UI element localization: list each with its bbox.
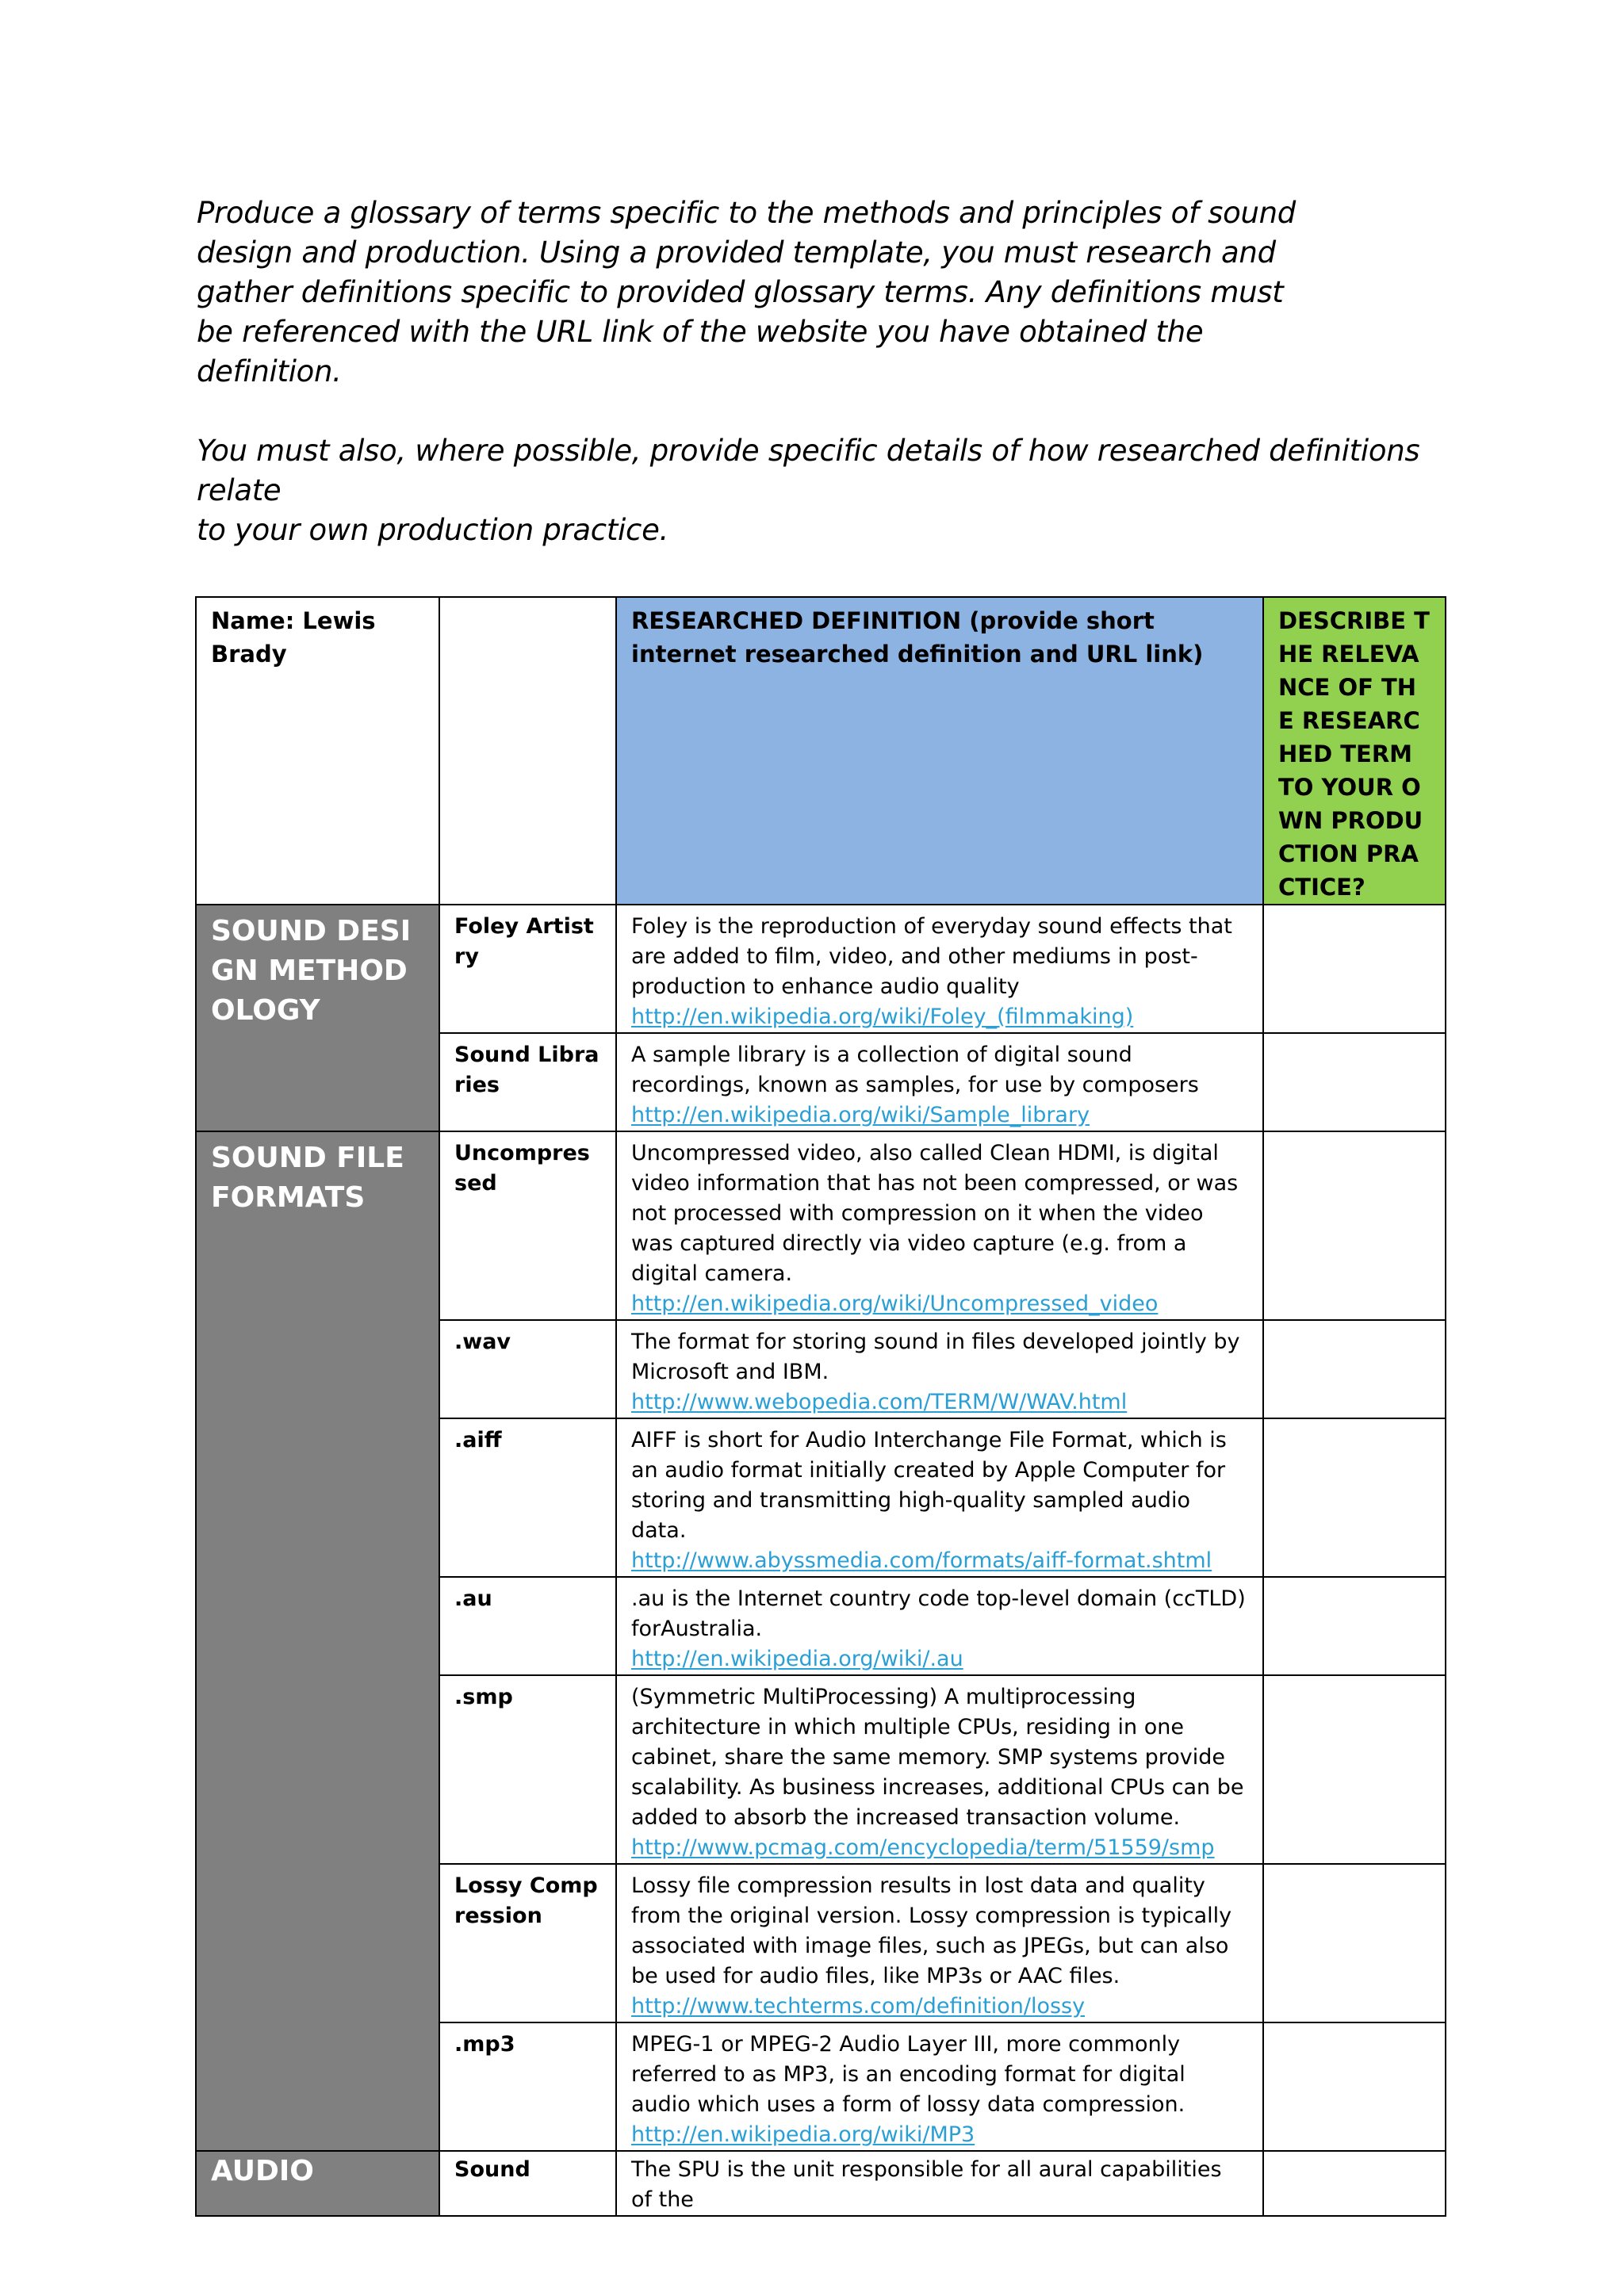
definition-text: A sample library is a collection of digital sound recordings, known as samples, for use by composers xyxy=(631,1043,1199,1097)
table-row xyxy=(196,1131,1446,1320)
term-cell: .au xyxy=(439,1577,616,1675)
header-blank-cell xyxy=(439,597,616,905)
definition-link[interactable]: http://en.wikipedia.org/wiki/MP3 xyxy=(631,2122,975,2147)
definition-text: AIFF is short for Audio Interchange File Format, which is an audio format initially created by Apple Computer for storing and transmitting high-quality sampled audio data. xyxy=(631,1428,1227,1543)
definition-link[interactable]: http://www.webopedia.com/TERM/W/WAV.html xyxy=(631,1390,1128,1414)
definition-link[interactable]: http://en.wikipedia.org/wiki/.au xyxy=(631,1647,963,1671)
definition-link[interactable]: http://www.abyssmedia.com/formats/aiff-format.shtml xyxy=(631,1548,1212,1573)
relevance-cell[interactable] xyxy=(1263,1131,1446,1320)
definition-link[interactable]: http://www.pcmag.com/encyclopedia/term/51559/smp xyxy=(631,1835,1215,1860)
table-row xyxy=(196,2151,1446,2216)
term-cell: .aiff xyxy=(439,1418,616,1577)
definition-link[interactable]: http://en.wikipedia.org/wiki/Foley_(filmmaking) xyxy=(631,1004,1134,1029)
definition-cell xyxy=(616,1675,1263,1864)
definition-link[interactable]: http://en.wikipedia.org/wiki/Uncompressed_video xyxy=(631,1292,1159,1316)
relevance-cell[interactable] xyxy=(1263,1320,1446,1418)
definition-text: MPEG-1 or MPEG-2 Audio Layer III, more commonly referred to as MP3, is an encoding format for digital audio which uses a form of lossy data compression. xyxy=(631,2032,1185,2117)
relevance-cell[interactable] xyxy=(1263,1577,1446,1675)
definition-link[interactable]: http://en.wikipedia.org/wiki/Sample_library xyxy=(631,1103,1090,1127)
term-cell: Sound xyxy=(439,2151,616,2216)
term-cell: Foley Artistry xyxy=(439,905,616,1033)
definition-cell xyxy=(616,905,1263,1033)
student-name: Name: Lewis Brady xyxy=(196,597,439,905)
relevance-cell[interactable] xyxy=(1263,1675,1446,1864)
section-sound-design-methodology: SOUND DESIGN METHODOLOGY xyxy=(196,905,439,1131)
relevance-cell[interactable] xyxy=(1263,1418,1446,1577)
header-relevance: DESCRIBE THE RELEVANCE OF THE RESEARCHED TERM TO YOUR OWN PRODUCTION PRACTICE? xyxy=(1263,597,1446,905)
relevance-cell[interactable] xyxy=(1263,1033,1446,1131)
term-cell: Lossy Compression xyxy=(439,1864,616,2022)
definition-link[interactable]: http://www.techterms.com/definition/lossy xyxy=(631,1994,1086,2019)
header-row xyxy=(196,597,1446,905)
definition-text: .au is the Internet country code top-level domain (ccTLD) forAustralia. xyxy=(631,1586,1246,1641)
definition-cell xyxy=(616,1577,1263,1675)
definition-text: Lossy file compression results in lost data and quality from the original version. Lossy compression is typically associated with image files, such as JPEGs, but can also be used for audio files, like MP3s or AAC files. xyxy=(631,1873,1232,1988)
assignment-brief xyxy=(197,193,1434,550)
relevance-cell[interactable] xyxy=(1263,1864,1446,2022)
glossary-table xyxy=(195,596,1446,2217)
brief-paragraph-2: You must also, where possible, provide specific details of how researched definitions relate to your own production practice. xyxy=(197,434,1420,547)
definition-cell xyxy=(616,2022,1263,2151)
table-row xyxy=(196,905,1446,1033)
definition-text: (Symmetric MultiProcessing) A multiprocessing architecture in which multiple CPUs, residing in one cabinet, share the same memory. SMP systems provide scalability. As business increases, additional CPUs can be added to absorb the increased transaction volume. xyxy=(631,1685,1244,1830)
relevance-cell[interactable] xyxy=(1263,2151,1446,2216)
definition-cell xyxy=(616,1320,1263,1418)
definition-text: The format for storing sound in files developed jointly by Microsoft and IBM. xyxy=(631,1330,1240,1384)
definition-text: Foley is the reproduction of everyday sound effects that are added to film, video, and other mediums in post-production to enhance audio quality xyxy=(631,914,1232,999)
term-cell: .mp3 xyxy=(439,2022,616,2151)
definition-cell xyxy=(616,1131,1263,1320)
term-cell: .smp xyxy=(439,1675,616,1864)
definition-text: Uncompressed video, also called Clean HDMI, is digital video information that has not been compressed, or was not processed with compression on it when the video was captured directly via video capture (e.g. from a digital camera. xyxy=(631,1141,1239,1286)
term-cell: .wav xyxy=(439,1320,616,1418)
section-sound-file-formats: SOUND FILE FORMATS xyxy=(196,1131,439,2151)
header-definition: RESEARCHED DEFINITION (provide short internet researched definition and URL link) xyxy=(616,597,1263,905)
term-cell: Sound Libraries xyxy=(439,1033,616,1131)
definition-cell xyxy=(616,1418,1263,1577)
definition-cell xyxy=(616,1864,1263,2022)
relevance-cell[interactable] xyxy=(1263,905,1446,1033)
definition-text: The SPU is the unit responsible for all aural capabilities of the xyxy=(631,2157,1222,2212)
section-audio: AUDIO xyxy=(196,2151,439,2216)
relevance-cell[interactable] xyxy=(1263,2022,1446,2151)
term-cell: Uncompressed xyxy=(439,1131,616,1320)
definition-cell xyxy=(616,1033,1263,1131)
brief-paragraph-1: Produce a glossary of terms specific to the methods and principles of sound design and production. Using a provided template, you must research and gather definitions specific to provided glossary terms. Any definitions must be referenced with the URL link of the website you have obtained the definition. xyxy=(197,196,1296,388)
definition-cell xyxy=(616,2151,1263,2216)
